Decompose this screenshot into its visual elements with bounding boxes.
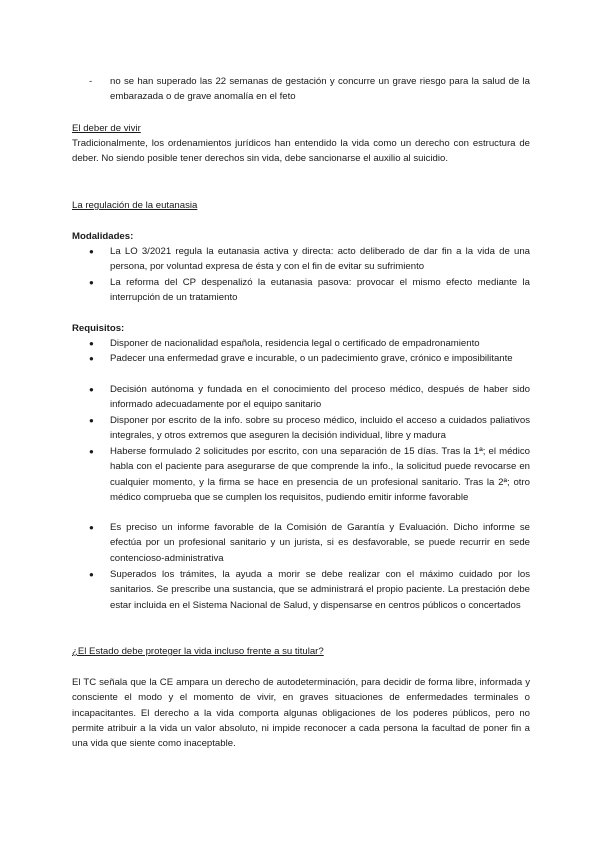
bullet-marker: ● bbox=[89, 339, 94, 348]
bullet-marker: ● bbox=[89, 570, 94, 579]
bullet-marker: ● bbox=[89, 523, 94, 532]
paragraph-estado-proteger-vida: El TC señala que la CE ampara un derecho de autodeterminación, para decidir de forma libre, informada y consciente el modo y el momento de vivir, en graves situaciones de enfermedades terminales o incapacitantes. El derecho a la vida comporta algunas obligaciones de los poderes públicos, pero no permite atribuir a la vida un valor absoluto, ni impide reconocer a cada persona la facultad de poner fin a una vida que siente como inaceptable. bbox=[72, 677, 530, 750]
heading-deber-de-vivir: El deber de vivir bbox=[72, 123, 141, 134]
paragraph-deber-de-vivir: Tradicionalmente, los ordenamientos jurídicos han entendido la vida como un derecho con estructura de deber. No siendo posible tener derechos sin vida, debe sancionarse el auxilio al suicidio. bbox=[72, 138, 530, 165]
label-requisitos: Requisitos: bbox=[72, 323, 125, 334]
requisito-item: Decisión autónoma y fundada en el conocimiento del proceso médico, después de haber sido informado adecuadamente por el equipo sanitario bbox=[110, 384, 530, 411]
requisito-item: Haberse formulado 2 solicitudes por escrito, con una separación de 15 días. Tras la 1ª; el médico habla con el paciente para asegurarse de que comprende la info., la solicitud puede revocarse en cualquier momento, y la firma se hace en presencia de un profesional sanitario. Tras la 2ª; otro médico comprueba que se cumplen los requisitos, pudiendo emitir informe favorable bbox=[110, 446, 530, 503]
bullet-marker: ● bbox=[89, 278, 94, 287]
requisito-item: Disponer por escrito de la info. sobre su proceso médico, incluido el acceso a cuidados paliativos integrales, y otros extremos que aseguren la decisión individual, libre y madura bbox=[110, 415, 530, 442]
requisito-item: Superados los trámites, la ayuda a morir se debe realizar con el máximo cuidado por los sanitarios. Se prescribe una sustancia, que se administrará el propio paciente. La prestación debe estar incluida en el Sistema Nacional de Salud, y dispensarse en centros públicos o concertados bbox=[110, 569, 530, 611]
bullet-marker: ● bbox=[89, 354, 94, 363]
requisito-item: Es preciso un informe favorable de la Comisión de Garantía y Evaluación. Dicho informe se efectúa por un profesional sanitario y un jurista, si es desfavorable, se puede recurrir en sede contencioso-administrativa bbox=[110, 522, 530, 564]
dash-marker: - bbox=[89, 76, 93, 87]
bullet-marker: ● bbox=[89, 385, 94, 394]
requisito-item: Disponer de nacionalidad española, residencia legal o certificado de empadronamiento bbox=[110, 338, 480, 349]
intro-list-item: no se han superado las 22 semanas de gestación y concurre un grave riesgo para la salud de la embarazada o de grave anomalía en el feto bbox=[110, 76, 530, 103]
modalidad-item: La reforma del CP despenalizó la eutanasia pasova: provocar el mismo efecto mediante la interrupción de un tratamiento bbox=[110, 277, 530, 304]
heading-regulacion-eutanasia: La regulación de la eutanasia bbox=[72, 200, 198, 211]
modalidad-item: La LO 3/2021 regula la eutanasia activa y directa: acto deliberado de dar fin a la vida de una persona, por voluntad expresa de ésta y con el fin de evitar su sufrimiento bbox=[110, 246, 530, 273]
bullet-marker: ● bbox=[89, 416, 94, 425]
bullet-marker: ● bbox=[89, 447, 94, 456]
bullet-marker: ● bbox=[89, 247, 94, 256]
heading-estado-proteger-vida: ¿El Estado debe proteger la vida incluso frente a su titular? bbox=[72, 646, 324, 657]
label-modalidades: Modalidades: bbox=[72, 231, 134, 242]
requisito-item: Padecer una enfermedad grave e incurable, o un padecimiento grave, crónico e imposibilitante bbox=[110, 353, 513, 364]
